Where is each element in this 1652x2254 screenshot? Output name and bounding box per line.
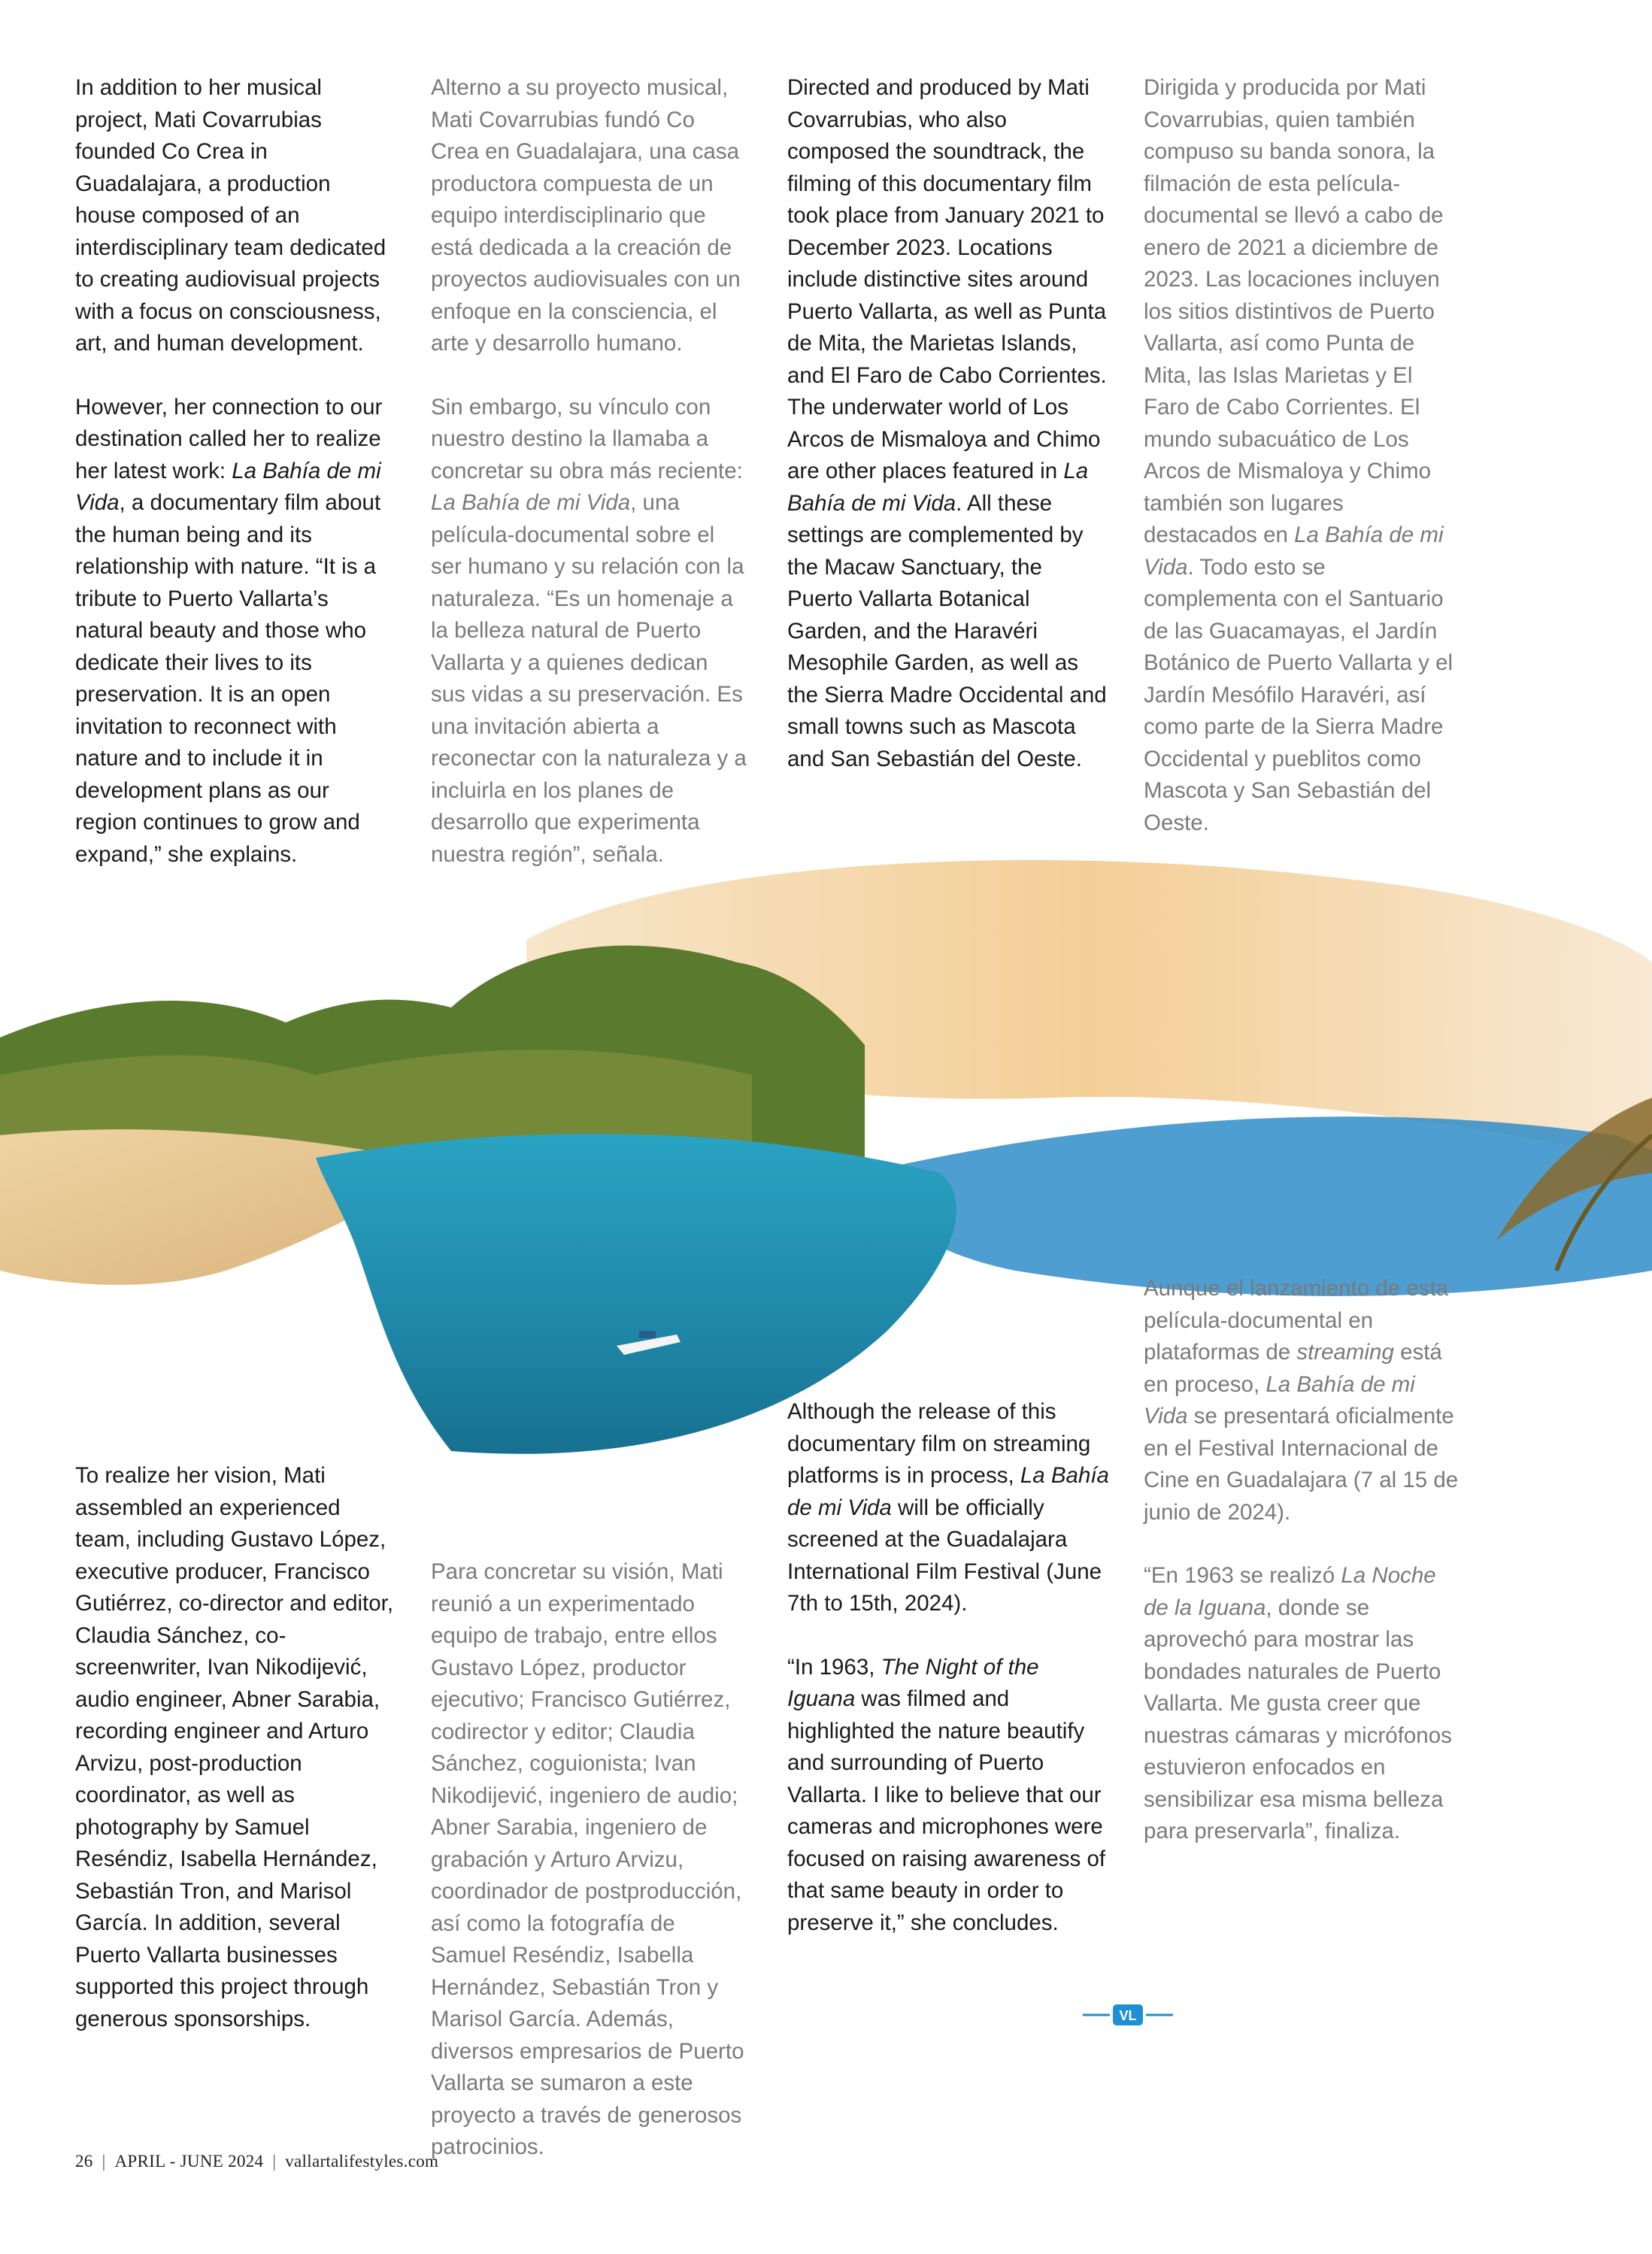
body-text: Sin embargo, su vínculo con nuestro destino la llamaba a concretar su obra más reciente: xyxy=(431,394,743,483)
body-text: . Todo esto se complementa con el Santuario de las Guacamayas, el Jardín Botánico de Puerto Vallarta y el Jardín Mesófilo Haravéri, así como parte de la Sierra Madre Occidental y pueblitos como Mascota y San Sebastián del Oeste. xyxy=(1144,554,1453,835)
body-text: . All these settings are complemented by the Macaw Sanctuary, the Puerto Vallarta Botanical Garden, and the Haravéri Mesophile Garden, as well as the Sierra Madre Occidental and small towns such as Mascota and San Sebastián del Oeste. xyxy=(787,490,1107,771)
paragraph xyxy=(75,1460,395,2035)
paragraph xyxy=(787,1396,1111,1620)
paragraph xyxy=(431,392,747,871)
column-spanish-bottom-right xyxy=(1144,1273,1460,1848)
body-text: In addition to her musical project, Mati Covarrubias founded Co Crea in Guadalajara, a production house composed of an interdisciplinary team dedicated to creating audiovisual projects with a focus on consciousness, art, and human development. xyxy=(75,75,386,356)
body-text: Para concretar su visión, Mati reunió a un experimentado equipo de trabajo, entre ellos Gustavo López, productor ejecutivo; Francisco Gutiérrez, codirector y editor; Claudia Sánchez, coguionista; Ivan Nikodijević, ingeniero de audio; Abner Sarabia, ingeniero de grabación y Arturo Arvizu, coordinador de postproducción, así como la fotografía de Samuel Reséndiz, Isabella Hernández, Sebastián Tron y Marisol García. Además, diversos empresarios de Puerto Vallarta se sumaron a este proyecto a través de generosos patrocinios. xyxy=(431,1559,744,2159)
paragraph xyxy=(75,72,391,360)
svg-text:VL: VL xyxy=(1119,2008,1137,2023)
italic-title-text: The Night of the Iguana xyxy=(787,1654,1039,1711)
paragraph xyxy=(787,1652,1111,1940)
body-text: se presentará oficialmente en el Festival Internacional de Cine en Guadalajara (7 al 15 de junio de 2024). xyxy=(1144,1404,1459,1525)
column-spanish-top-right xyxy=(1144,72,1460,839)
body-text: Although the release of this documentary film on streaming platforms is in process, xyxy=(787,1399,1091,1488)
body-text: Dirigida y producida por Mati Covarrubias, quien también compuso su banda sonora, la filmación de esta película-documental se llevó a cabo de enero de 2021 a diciembre de 2023. Las locaciones incluyen los sitios distintivos de Puerto Vallarta, así como Punta de Mita, las Islas Marietas y El Faro de Cabo Corrientes. El mundo subacuático de Los Arcos de Mismaloya y Chimo también son lugares destacados en xyxy=(1144,75,1444,547)
paragraph xyxy=(431,72,747,360)
body-text: , donde se aprovechó para mostrar las bondades naturales de Puerto Vallarta. Me gusta creer que nuestras cámaras y micrófonos estuvieron enfocados en sensibilizar esa misma belleza para preservarla”, finaliza. xyxy=(1144,1595,1452,1843)
column-english-bottom-right xyxy=(787,1396,1111,1939)
column-spanish-top-left xyxy=(431,72,747,871)
paragraph xyxy=(1144,72,1460,839)
body-text: was filmed and highlighted the nature beautify and surrounding of Puerto Vallarta. I like to believe that our cameras and microphones were focused on raising awareness of that same beauty in order to preserve it,” she concludes. xyxy=(787,1686,1106,1935)
body-text: “In 1963, xyxy=(787,1654,881,1680)
website-link[interactable]: vallartalifestyles.com xyxy=(285,2152,439,2171)
paragraph xyxy=(787,72,1111,775)
italic-title-text: La Bahía de mi Vida xyxy=(431,490,631,515)
body-text: To realize her vision, Mati assembled an experienced team, including Gustavo López, executive producer, Francisco Gutiérrez, co-director and editor, Claudia Sánchez, co-screenwriter, Ivan Nikodijević, audio engineer, Abner Sarabia, recording engineer and Arturo Arvizu, post-production coordinator, as well as photography by Samuel Reséndiz, Isabella Hernández, Sebastián Tron, and Marisol García. In addition, several Puerto Vallarta businesses supported this project through generous sponsorships. xyxy=(75,1463,394,2031)
paragraph xyxy=(75,392,391,871)
column-english-bottom-left xyxy=(75,1460,395,2035)
italic-title-text: streaming xyxy=(1296,1340,1394,1365)
body-text: , una película-documental sobre el ser humano y su relación con la naturaleza. “Es un homenaje a la belleza natural de Puerto Vallarta y a quienes dedican sus vidas a su preservación. Es una invitación abierta a reconectar con la naturaleza y a incluirla en los planes de desarrollo que experimenta nuestra región”, señala. xyxy=(431,490,747,867)
body-text: Aunque el lanzamiento de esta película-documental en plataformas de xyxy=(1144,1276,1449,1365)
column-english-top-right xyxy=(787,72,1111,775)
body-text: However, her connection to our destination called her to realize her latest work: xyxy=(75,394,383,483)
end-mark-vl-logo xyxy=(1083,2001,1173,2028)
body-text: , a documentary film about the human being and its relationship with nature. “It is a tribute to Puerto Vallarta’s natural beauty and those who dedicate their lives to its preservation. It is an open invitation to reconnect with nature and to include it in development plans as our region continues to grow and expand,” she explains. xyxy=(75,490,381,867)
body-text: Alterno a su proyecto musical, Mati Covarrubias fundó Co Crea en Guadalajara, una casa productora compuesta de un equipo interdisciplinario que está dedicada a la creación de proyectos audiovisuales con un enfoque en la consciencia, el arte y desarrollo humano. xyxy=(431,75,741,356)
body-text: “En 1963 se realizó xyxy=(1144,1563,1341,1588)
italic-title-text: La Bahía de mi Vida xyxy=(1144,523,1444,580)
body-text: Directed and produced by Mati Covarrubias, who also composed the soundtrack, the filming of this documentary film took place from January 2021 to December 2023. Locations include distinctive sites around Puerto Vallarta, as well as Punta de Mita, the Marietas Islands, and El Faro de Cabo Corrientes. The underwater world of Los Arcos de Mismaloya and Chimo are other places featured in xyxy=(787,75,1107,483)
column-english-top-left xyxy=(75,72,391,871)
italic-title-text: La Bahía de mi Vida xyxy=(75,458,381,515)
italic-title-text: La Bahía de mi Vida xyxy=(787,1463,1109,1520)
italic-title-text: La Bahía de mi Vida xyxy=(1144,1371,1415,1428)
issue-date: APRIL - JUNE 2024 xyxy=(114,2152,264,2171)
body-text: está en proceso, xyxy=(1144,1340,1442,1397)
column-spanish-bottom-left xyxy=(431,1556,747,2164)
italic-title-text: La Noche de la Iguana xyxy=(1144,1563,1436,1620)
paragraph xyxy=(431,1556,747,2164)
italic-title-text: La Bahía de mi Vida xyxy=(787,459,1089,516)
page-footer: 26 | APRIL - JUNE 2024 | vallartalifestyles.com xyxy=(75,2152,439,2171)
body-text: will be officially screened at the Guadalajara International Film Festival (June 7th to 15th, 2024). xyxy=(787,1495,1102,1616)
paragraph xyxy=(1144,1273,1460,1528)
page-number: 26 xyxy=(75,2152,93,2171)
paragraph xyxy=(1144,1560,1460,1848)
